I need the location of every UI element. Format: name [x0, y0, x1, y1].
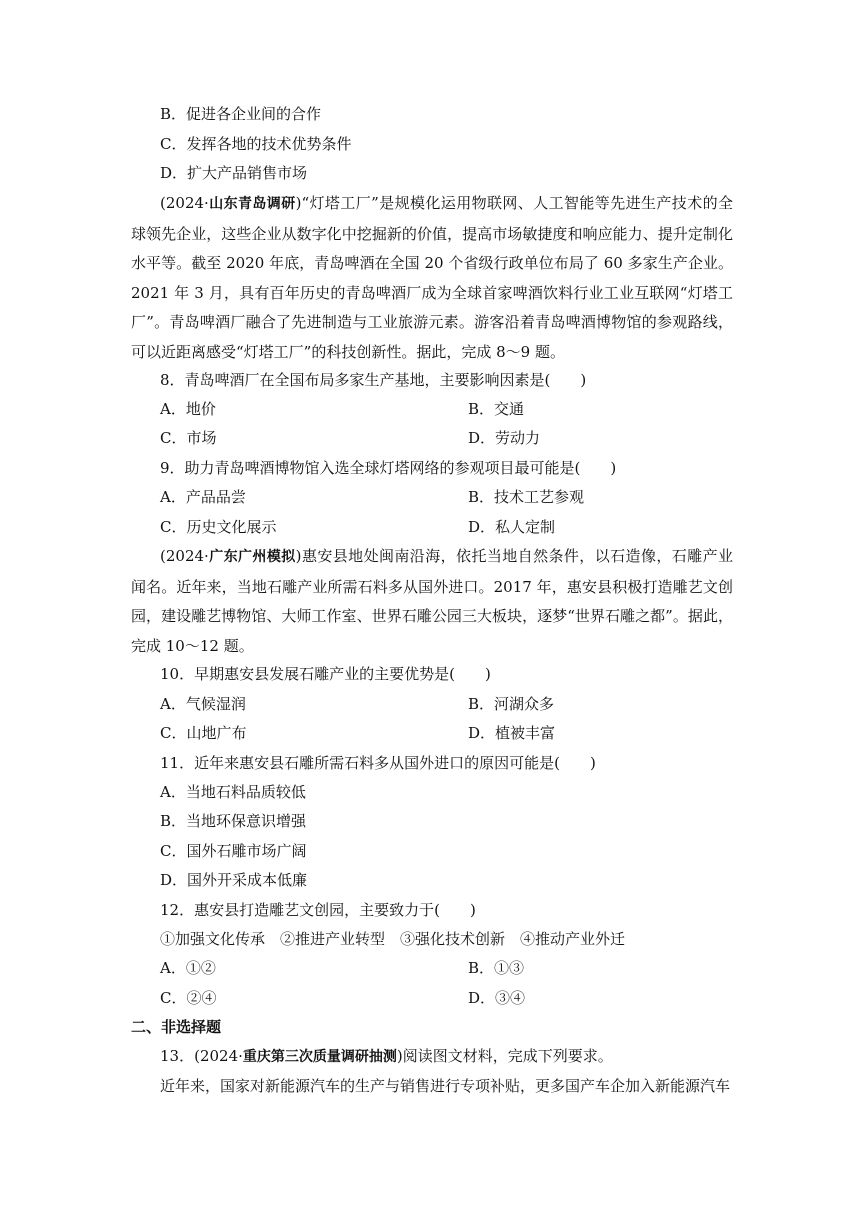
q13-material: 近年来，国家对新能源汽车的生产与销售进行专项补贴，更多国产车企加入新能源汽车 [160, 1077, 731, 1095]
q7-option-d: D．扩大产品销售市场 [160, 164, 308, 182]
q8-option-b: B．交通 [468, 400, 525, 418]
passage-source-open: (2024· [160, 194, 209, 212]
q11-option-b: B．当地环保意识增强 [160, 812, 307, 830]
passage-source-close: ) [295, 194, 302, 212]
q8-option-d: D．劳动力 [468, 429, 541, 447]
q11-option-d: D．国外开采成本低廉 [160, 871, 308, 889]
q9-option-a: A．产品品尝 [160, 488, 246, 506]
q12-option-c: C．②④ [160, 989, 217, 1007]
q8-stem: 8．青岛啤酒厂在全国布局多家生产基地，主要影响因素是( ) [160, 371, 587, 389]
q10-option-d: D．植被丰富 [468, 724, 556, 742]
q13-instruction: )阅读图文材料，完成下列要求。 [396, 1047, 613, 1065]
q11-option-c: C．国外石雕市场广阔 [160, 842, 307, 860]
q9-option-b: B．技术工艺参观 [468, 488, 585, 506]
section-heading: 二、非选择题 [131, 1018, 222, 1036]
passage-source-open: (2024· [160, 547, 209, 565]
q10-stem: 10．早期惠安县发展石雕产业的主要优势是( ) [160, 665, 491, 683]
q9-option-d: D．私人定制 [468, 518, 556, 536]
q10-option-a: A．气候湿润 [160, 695, 246, 713]
q13-source: 重庆第三次质量调研抽测 [242, 1049, 397, 1065]
q11-stem: 11．近年来惠安县石雕所需石料多从国外进口的原因可能是( ) [160, 754, 596, 772]
passage-source: 广东广州模拟 [208, 549, 296, 565]
q12-option-b: B．①③ [468, 959, 525, 977]
q13-number: 13．(2024· [160, 1047, 243, 1065]
q8-option-a: A．地价 [160, 400, 216, 418]
passage-source-close: ) [295, 547, 302, 565]
passage-source: 山东青岛调研 [208, 196, 296, 212]
q7-option-b: B．促进各企业间的合作 [160, 105, 322, 123]
passage-qingdao [131, 189, 733, 368]
q10-option-b: B．河湖众多 [468, 695, 555, 713]
q12-choices: ①加强文化传承 ②推进产业转型 ③强化技术创新 ④推动产业外迁 [160, 930, 626, 948]
q10-option-c: C．山地广布 [160, 724, 247, 742]
q12-option-a: A．①② [160, 959, 216, 977]
q8-option-c: C．市场 [160, 429, 217, 447]
q11-option-a: A．当地石料品质较低 [160, 783, 306, 801]
q9-stem: 9．助力青岛啤酒博物馆入选全球灯塔网络的参观项目最可能是( ) [160, 459, 617, 477]
passage-text: 惠安县地处闽南沿海，依托当地自然条件，以石造像，石雕产业闻名。近年来，当地石雕产业所需石料多从国外进口。2017 年，惠安县积极打造雕艺文创园，建设雕艺博物馆、大师工作室、世界石雕公园三大板块，逐梦“世界石雕之都”。据此，完成 10～12 题。 [131, 547, 733, 655]
q12-stem: 12．惠安县打造雕艺文创园，主要致力于( ) [160, 901, 476, 919]
q12-option-d: D．③④ [468, 989, 526, 1007]
passage-huian [131, 542, 733, 661]
q9-option-c: C．历史文化展示 [160, 518, 277, 536]
q13-stem [160, 1046, 613, 1067]
q7-option-c: C．发挥各地的技术优势条件 [160, 135, 352, 153]
passage-text: “灯塔工厂”是规模化运用物联网、人工智能等先进生产技术的全球领先企业，这些企业从数字化中挖掘新的价值，提高市场敏捷度和响应能力、提升定制化水平等。截至 2020 年底，青岛啤酒在全国 20 个省级行政单位布局了 60 多家生产企业。2021 年 3 月，具有百年历史的青岛啤酒厂成为全球首家啤酒饮料行业工业互联网“灯塔工厂”。青岛啤酒厂融合了先进制造与工业旅游元素。游客沿着青岛啤酒博物馆的参观路线，可以近距离感受“灯塔工厂”的科技创新性。据此，完成 8～9 题。 [131, 194, 734, 361]
